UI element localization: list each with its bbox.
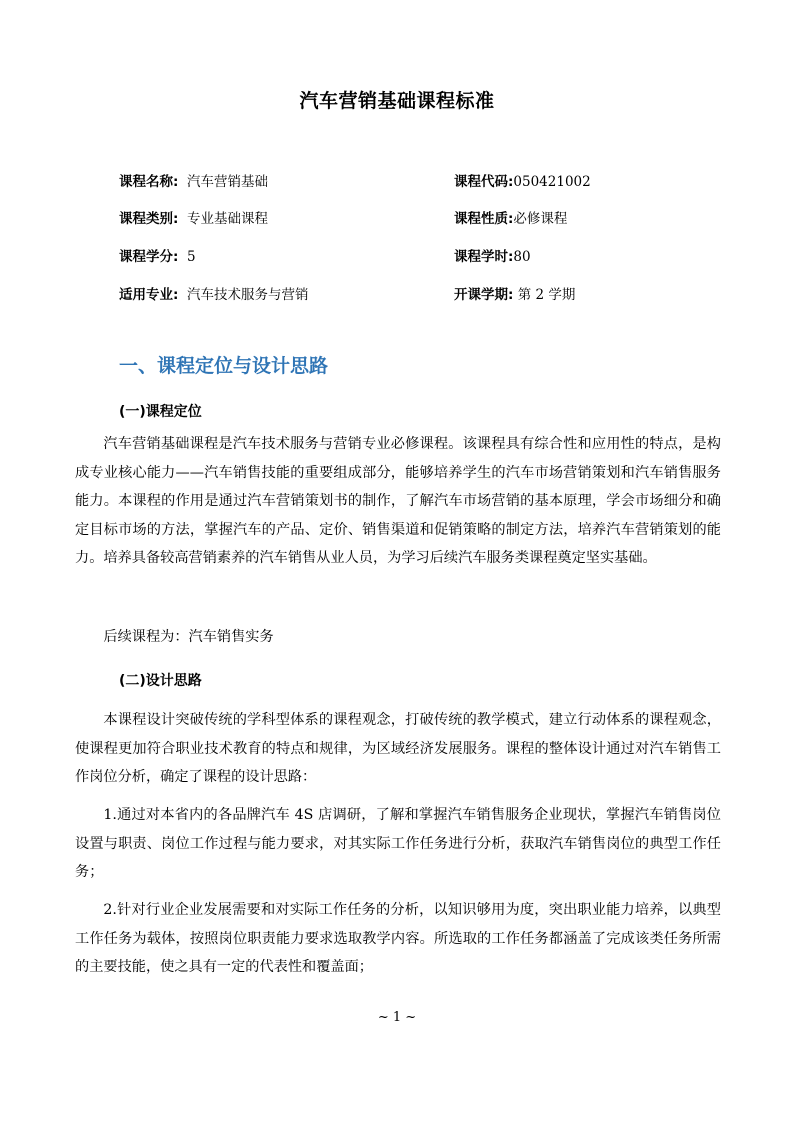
course-credits-label: 课程学分: bbox=[119, 249, 179, 265]
course-code-field bbox=[454, 170, 591, 190]
course-name-label: 课程名称: bbox=[119, 174, 179, 190]
semester-value: 第 2 学期 bbox=[517, 287, 576, 303]
course-credits-field bbox=[119, 245, 196, 265]
semester-label: 开课学期: bbox=[454, 287, 514, 303]
course-code-value: 050421002 bbox=[513, 174, 591, 190]
course-nature-field bbox=[454, 207, 567, 227]
paragraph-course-positioning: 汽车营销基础课程是汽车技术服务与营销专业必修课程。该课程具有综合性和应用性的特点，是构成专业核心能力——汽车销售技能的重要组成部分，能够培养学生的汽车市场营销策划和汽车销售服务能力。本课程的作用是通过汽车营销策划书的制作，了解汽车市场营销的基本原理，学会市场细分和确定目标市场的方法，掌握汽车的产品、定价、销售渠道和促销策略的制定方法，培养汽车营销策划的能力。培养具备较高营销素养的汽车销售从业人员，为学习后续汽车服务类课程奠定坚实基础。 bbox=[75, 436, 721, 567]
course-nature-label: 课程性质: bbox=[454, 211, 514, 227]
page-number: ~ 1 ~ bbox=[377, 1010, 417, 1025]
applicable-major-label: 适用专业: bbox=[119, 287, 179, 303]
paragraph-design-point-2: 2.针对行业企业发展需要和对实际工作任务的分析，以知识够用为度，突出职业能力培养，以典型工作任务为载体，按照岗位职责能力要求选取教学内容。所选取的工作任务都涵盖了完成该类任务所需的主要技能，使之具有一定的代表性和覆盖面； bbox=[75, 902, 721, 976]
info-row-2 bbox=[119, 207, 719, 227]
course-credits-value: 5 bbox=[187, 249, 196, 265]
course-name-value: 汽车营销基础 bbox=[187, 174, 268, 190]
info-row-3 bbox=[119, 245, 719, 265]
semester-field bbox=[454, 283, 575, 303]
course-name-field bbox=[119, 170, 268, 190]
course-code-label: 课程代码: bbox=[454, 174, 514, 190]
course-hours-value: 80 bbox=[513, 249, 531, 265]
paragraph-follow-up-courses: 后续课程为：汽车销售实务 bbox=[103, 629, 274, 645]
course-category-field bbox=[119, 207, 268, 227]
course-category-value: 专业基础课程 bbox=[187, 211, 268, 227]
paragraph-design-point-1: 1.通过对本省内的各品牌汽车 4S 店调研，了解和掌握汽车销售服务企业现状，掌握汽车销售岗位设置与职责、岗位工作过程与能力要求，对其实际工作任务进行分析，获取汽车销售岗位的典型工作任务； bbox=[75, 807, 721, 881]
course-hours-field bbox=[454, 245, 531, 265]
applicable-major-value: 汽车技术服务与营销 bbox=[187, 287, 309, 303]
course-nature-value: 必修课程 bbox=[513, 211, 568, 227]
applicable-major-field bbox=[119, 283, 309, 303]
subheading-course-positioning: (一)课程定位 bbox=[119, 404, 202, 420]
subheading-design-ideas: (二)设计思路 bbox=[119, 673, 202, 689]
info-row-4 bbox=[119, 283, 719, 303]
course-category-label: 课程类别: bbox=[119, 211, 179, 227]
course-hours-label: 课程学时: bbox=[454, 249, 514, 265]
info-row-1 bbox=[119, 170, 719, 190]
paragraph-design-ideas: 本课程设计突破传统的学科型体系的课程观念，打破传统的教学模式，建立行动体系的课程观念，使课程更加符合职业技术教育的特点和规律，为区域经济发展服务。课程的整体设计通过对汽车销售工作岗位分析，确定了课程的设计思路： bbox=[75, 712, 721, 786]
section-heading-positioning-design: 一、课程定位与设计思路 bbox=[119, 355, 329, 377]
document-title: 汽车营销基础课程标准 bbox=[299, 90, 495, 112]
